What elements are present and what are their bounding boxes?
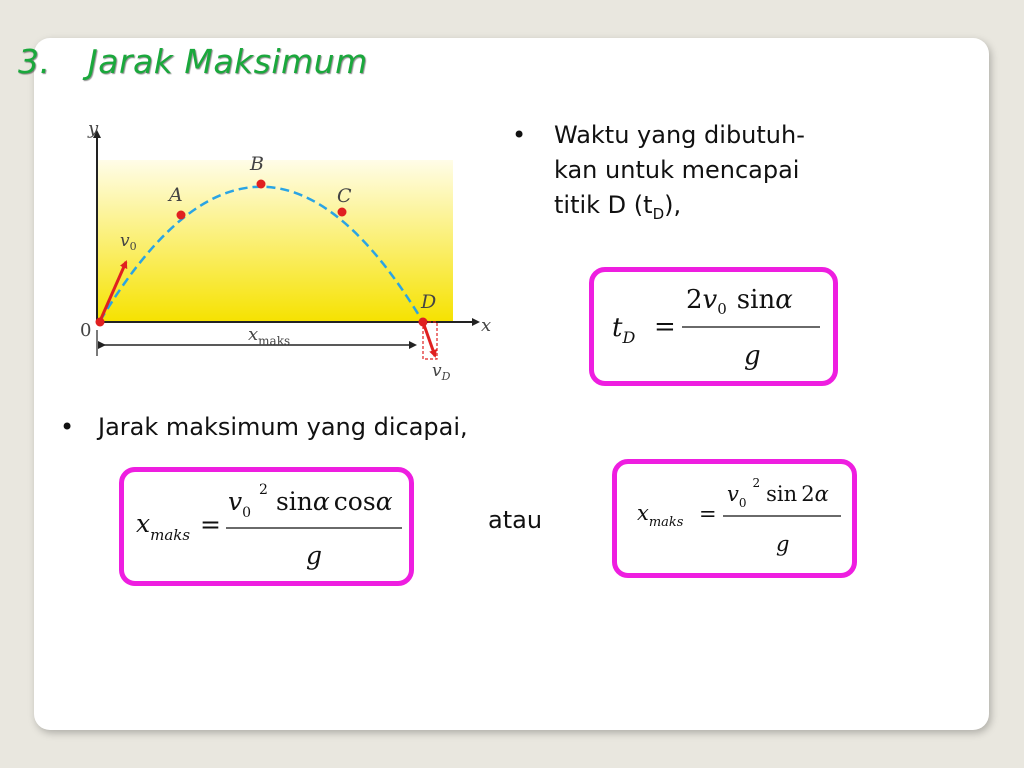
svg-text:=: =	[654, 312, 676, 342]
bullet-dot: •	[60, 413, 75, 441]
formula-box-xmaks-2	[612, 459, 857, 578]
v0-label: $v_0$	[120, 231, 137, 253]
xmaks-label: $x_{maks}$	[248, 324, 291, 348]
bullet-time-line2: kan untuk mencapai	[554, 156, 800, 184]
svg-text:xmaks: $x_{maks}$	[637, 501, 684, 530]
bullet-max-range-text: Jarak maksimum yang dicapai,	[98, 413, 468, 441]
point-b-label: B	[250, 153, 264, 175]
slide-title	[18, 42, 368, 81]
svg-text:=: =	[200, 510, 221, 539]
svg-text:v02sinαcosα: $v_0^2$ sinα cosα	[228, 482, 393, 521]
svg-text:g: g	[306, 541, 323, 570]
projectile-diagram	[76, 118, 506, 390]
point-c-label: C	[337, 185, 352, 207]
atau-connector: atau	[488, 506, 543, 534]
formula-box-td	[589, 267, 838, 386]
bullet-time-text	[554, 118, 914, 232]
formula-xmaks-2	[617, 464, 852, 573]
diagram-background	[97, 160, 453, 322]
title-text: Jarak Maksimum	[88, 42, 368, 81]
svg-text:=: =	[699, 502, 717, 526]
svg-text:2v0sinα: $2v_0$ sinα	[686, 285, 793, 318]
bullet-time-line3: titik D $(t_D)$,	[554, 191, 682, 223]
x-axis-label: x	[481, 315, 492, 336]
formula-td	[594, 272, 833, 381]
svg-text:tD: $t_D$	[612, 313, 636, 347]
point-a-label: A	[169, 184, 183, 206]
bullet-time-line1: Waktu yang dibutuh-	[554, 121, 805, 149]
point-d-label: D	[421, 291, 437, 313]
vd-label: $v_D$	[432, 361, 451, 383]
svg-text:g: g	[776, 532, 790, 556]
formula-box-xmaks-1	[119, 467, 414, 586]
point-a	[177, 211, 186, 220]
bullet-dot: •	[512, 121, 527, 149]
title-number: 3.	[18, 42, 51, 81]
svg-text:xmaks: $x_{maks}$	[136, 509, 191, 544]
svg-text:g: g	[744, 341, 761, 371]
origin-label: 0	[80, 320, 92, 341]
point-b	[257, 180, 266, 189]
vd-vector	[423, 322, 435, 356]
formula-xmaks-1	[124, 472, 409, 581]
bullet-max-range	[60, 410, 468, 445]
svg-text:v02sin2α: $v_0^2$ sin 2α	[727, 476, 829, 510]
y-axis-label: y	[88, 118, 99, 139]
point-c	[338, 208, 347, 217]
